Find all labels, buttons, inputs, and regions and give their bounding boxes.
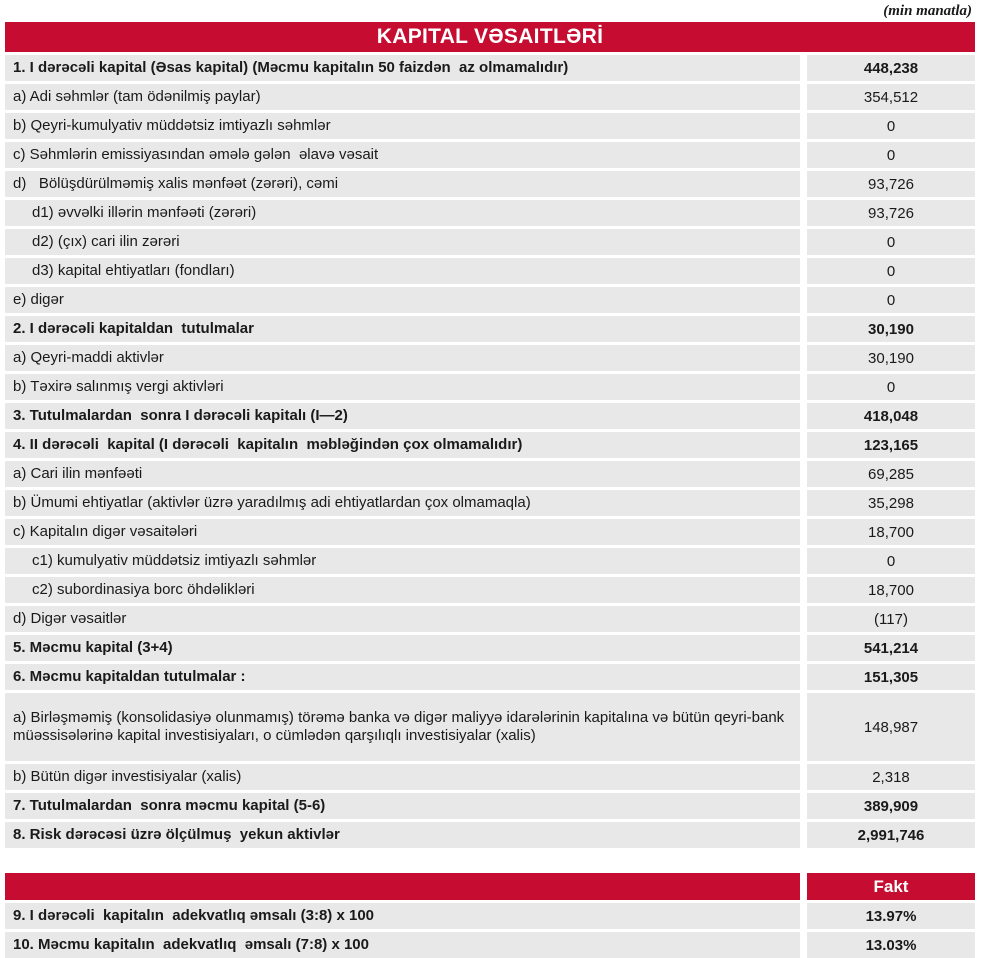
table-row bbox=[5, 764, 975, 790]
row-value: 418,048 bbox=[807, 403, 975, 429]
row-label: d3) kapital ehtiyatları (fondları) bbox=[5, 258, 800, 284]
row-value: 0 bbox=[807, 113, 975, 139]
table-row bbox=[5, 84, 975, 110]
row-value: 30,190 bbox=[807, 345, 975, 371]
table-row bbox=[5, 345, 975, 371]
table-row bbox=[5, 200, 975, 226]
row-value: 123,165 bbox=[807, 432, 975, 458]
row-label: a) Qeyri-maddi aktivlər bbox=[5, 345, 800, 371]
table-row bbox=[5, 55, 975, 81]
row-value: 13.03% bbox=[807, 932, 975, 958]
table-row bbox=[5, 903, 975, 929]
row-label: b) Qeyri-kumulyativ müddətsiz imtiyazlı səhmlər bbox=[5, 113, 800, 139]
table-row bbox=[5, 142, 975, 168]
fakt-header-label: Fakt bbox=[807, 873, 975, 900]
row-label: 9. I dərəcəli kapitalın adekvatlıq əmsalı (3:8) x 100 bbox=[5, 903, 800, 929]
table-row bbox=[5, 822, 975, 848]
row-label: 3. Tutulmalardan sonra I dərəcəli kapitalı (I—2) bbox=[5, 403, 800, 429]
page-title: KAPITAL VƏSAITLƏRİ bbox=[376, 25, 604, 48]
row-label: 10. Məcmu kapitalın adekvatlıq əmsalı (7:8) x 100 bbox=[5, 932, 800, 958]
row-value: 35,298 bbox=[807, 490, 975, 516]
table-row bbox=[5, 258, 975, 284]
table-row bbox=[5, 490, 975, 516]
row-label: d2) (çıx) cari ilin zərəri bbox=[5, 229, 800, 255]
row-label: a) Birləşməmiş (konsolidasiyə olunmamış) törəmə banka və digər maliyyə idarələrinin kapitalına və bütün qeyri-bank müəssisələrinə kapital investisiyaları, o cümlədən qarşılıqlı investisiyalar (xalis) bbox=[5, 693, 800, 761]
table-row bbox=[5, 548, 975, 574]
row-value: 148,987 bbox=[807, 693, 975, 761]
capital-table bbox=[5, 22, 975, 848]
row-value: 354,512 bbox=[807, 84, 975, 110]
table-row bbox=[5, 606, 975, 632]
row-label: 2. I dərəcəli kapitaldan tutulmalar bbox=[5, 316, 800, 342]
row-label: d) Bölüşdürülməmiş xalis mənfəət (zərəri), cəmi bbox=[5, 171, 800, 197]
row-label: 7. Tutulmalardan sonra məcmu kapital (5-6) bbox=[5, 793, 800, 819]
row-value: 541,214 bbox=[807, 635, 975, 661]
row-label: a) Adi səhmlər (tam ödənilmiş paylar) bbox=[5, 84, 800, 110]
row-label: c) Səhmlərin emissiyasından əmələ gələn əlavə vəsait bbox=[5, 142, 800, 168]
row-value: 0 bbox=[807, 287, 975, 313]
table-row bbox=[5, 577, 975, 603]
row-value: 0 bbox=[807, 374, 975, 400]
row-value: 13.97% bbox=[807, 903, 975, 929]
row-label: c) Kapitalın digər vəsaitələri bbox=[5, 519, 800, 545]
ratio-header-spacer bbox=[5, 873, 800, 900]
table-row bbox=[5, 432, 975, 458]
row-value: 18,700 bbox=[807, 577, 975, 603]
row-value: 448,238 bbox=[807, 55, 975, 81]
row-value: 18,700 bbox=[807, 519, 975, 545]
row-label: 5. Məcmu kapital (3+4) bbox=[5, 635, 800, 661]
row-value: 2,318 bbox=[807, 764, 975, 790]
table-row bbox=[5, 403, 975, 429]
table-row bbox=[5, 287, 975, 313]
row-value: 93,726 bbox=[807, 171, 975, 197]
row-label: e) digər bbox=[5, 287, 800, 313]
table-row bbox=[5, 693, 975, 761]
capital-table-body bbox=[5, 55, 975, 848]
unit-note: (min manatla) bbox=[883, 3, 972, 19]
row-label: b) Təxirə salınmış vergi aktivləri bbox=[5, 374, 800, 400]
row-label: 8. Risk dərəcəsi üzrə ölçülmuş yekun aktivlər bbox=[5, 822, 800, 848]
row-label: c1) kumulyativ müddətsiz imtiyazlı səhmlər bbox=[5, 548, 800, 574]
row-value: 93,726 bbox=[807, 200, 975, 226]
row-label: d) Digər vəsaitlər bbox=[5, 606, 800, 632]
row-label: 6. Məcmu kapitaldan tutulmalar : bbox=[5, 664, 800, 690]
row-label: a) Cari ilin mənfəəti bbox=[5, 461, 800, 487]
ratio-header bbox=[5, 873, 975, 900]
row-label: c2) subordinasiya borc öhdəlikləri bbox=[5, 577, 800, 603]
row-value: 69,285 bbox=[807, 461, 975, 487]
row-value: 2,991,746 bbox=[807, 822, 975, 848]
table-row bbox=[5, 113, 975, 139]
row-value: 0 bbox=[807, 258, 975, 284]
table-row bbox=[5, 519, 975, 545]
table-row bbox=[5, 664, 975, 690]
table-row bbox=[5, 461, 975, 487]
row-value: 389,909 bbox=[807, 793, 975, 819]
row-label: b) Ümumi ehtiyatlar (aktivlər üzrə yaradılmış adi ehtiyatlardan çox olmamaqla) bbox=[5, 490, 800, 516]
row-label: b) Bütün digər investisiyalar (xalis) bbox=[5, 764, 800, 790]
table-row bbox=[5, 229, 975, 255]
row-value: 151,305 bbox=[807, 664, 975, 690]
row-value: 0 bbox=[807, 229, 975, 255]
row-value: 0 bbox=[807, 548, 975, 574]
table-row bbox=[5, 171, 975, 197]
table-row bbox=[5, 316, 975, 342]
table-row bbox=[5, 635, 975, 661]
row-label: 4. II dərəcəli kapital (I dərəcəli kapitalın məbləğindən çox olmamalıdır) bbox=[5, 432, 800, 458]
row-value: 30,190 bbox=[807, 316, 975, 342]
table-row bbox=[5, 932, 975, 958]
table-row bbox=[5, 793, 975, 819]
ratio-table bbox=[5, 873, 975, 958]
table-title-bar bbox=[5, 22, 975, 52]
table-row bbox=[5, 374, 975, 400]
row-label: 1. I dərəcəli kapital (Əsas kapital) (Məcmu kapitalın 50 faizdən az olmamalıdır) bbox=[5, 55, 800, 81]
row-value: 0 bbox=[807, 142, 975, 168]
ratio-table-body bbox=[5, 903, 975, 958]
row-label: d1) əvvəlki illərin mənfəəti (zərəri) bbox=[5, 200, 800, 226]
row-value: (117) bbox=[807, 606, 975, 632]
